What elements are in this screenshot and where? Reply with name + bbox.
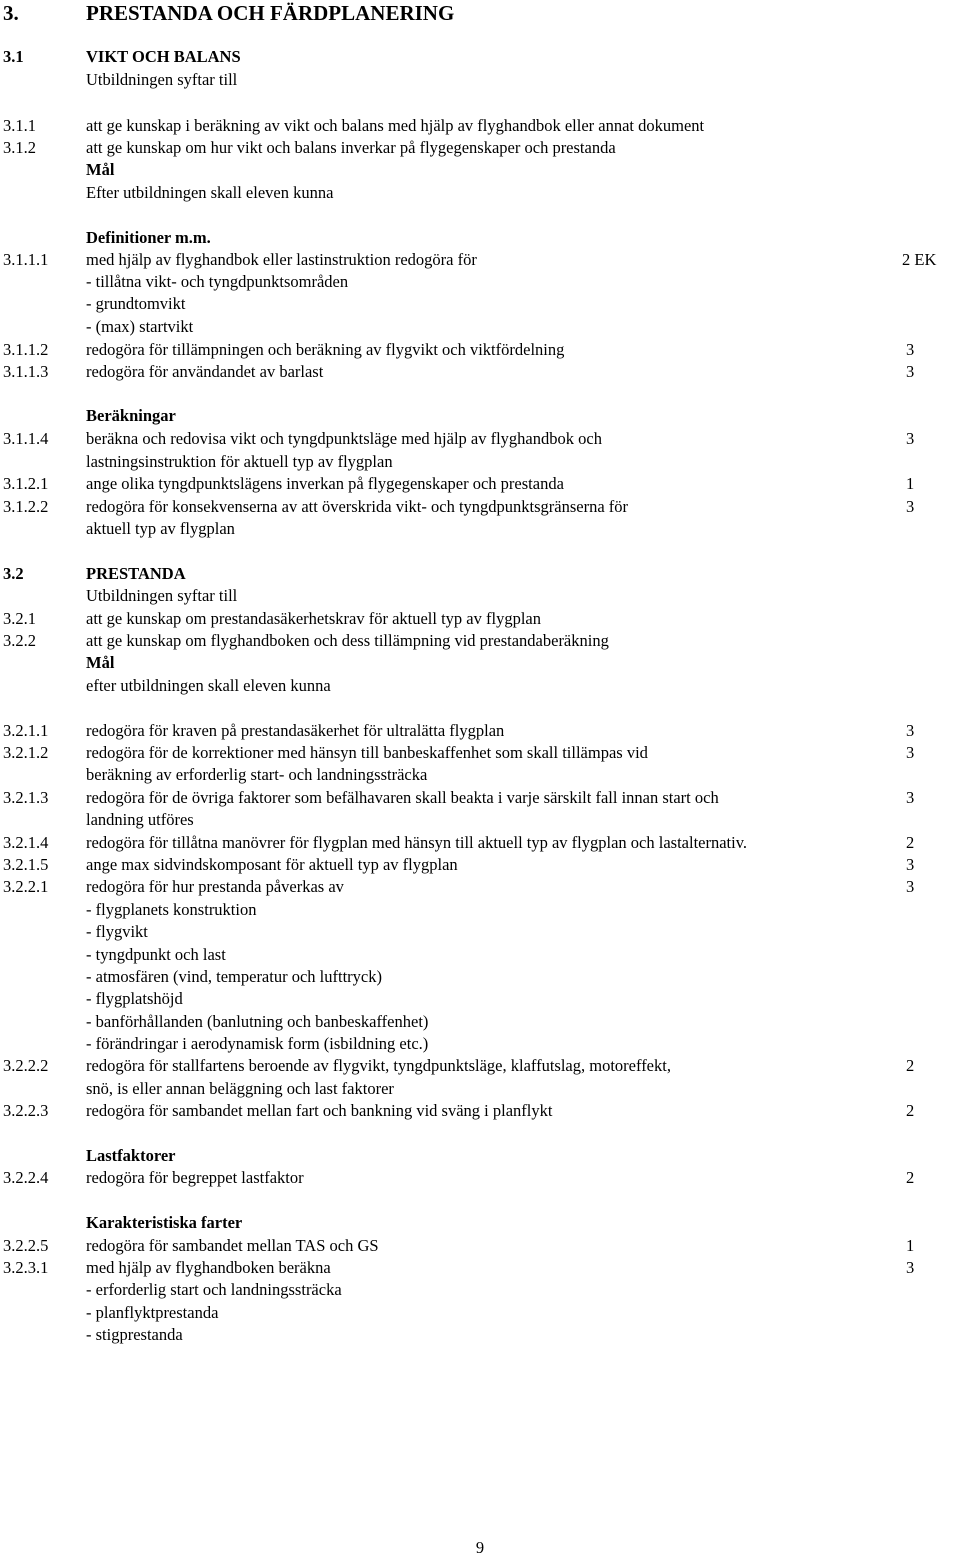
line-text: snö, is eller annan beläggning och last faktorer [86, 1079, 394, 1098]
section-number: 3.2.2.1 [3, 877, 49, 896]
level-value: 3 [906, 855, 915, 874]
text-line [0, 675, 960, 697]
text-line [0, 227, 960, 249]
line-text: efter utbildningen skall eleven kunna [86, 676, 331, 695]
line-text: - förändringar i aerodynamisk form (isbildning etc.) [86, 1034, 429, 1053]
text-line [0, 1279, 960, 1301]
text-line [0, 899, 960, 921]
objective-line [0, 1100, 960, 1122]
section-number: 3.1.2 [3, 138, 36, 157]
objective-line [0, 361, 960, 383]
line-text: Mål [86, 160, 115, 179]
text-line [0, 1302, 960, 1324]
line-text: Utbildningen syftar till [86, 70, 238, 89]
level-value: 3 [906, 788, 915, 807]
objective-line [0, 1235, 960, 1257]
line-text: redogöra för sambandet mellan TAS och GS [86, 1236, 379, 1255]
line-text: redogöra för konsekvenserna av att överskrida vikt- och tyngdpunktsgränserna för [86, 497, 629, 516]
section-number: 3.1.1.2 [3, 340, 49, 359]
level-value: 2 [906, 833, 915, 852]
section-number: 3.2.3.1 [3, 1258, 49, 1277]
chapter-title: PRESTANDA OCH FÄRDPLANERING [86, 1, 455, 25]
section-number: 3.2.2.5 [3, 1236, 49, 1255]
line-text: beräkna och redovisa vikt och tyngdpunktsläge med hjälp av flyghandbok och [86, 429, 602, 448]
objective-line [0, 46, 960, 68]
line-text: redogöra för hur prestanda påverkas av [86, 877, 344, 896]
line-text: - atmosfären (vind, temperatur och lufttryck) [86, 967, 382, 986]
line-text: med hjälp av flyghandboken beräkna [86, 1258, 331, 1277]
line-text: aktuell typ av flygplan [86, 519, 235, 538]
text-line [0, 405, 960, 427]
line-text: - flygplanets konstruktion [86, 900, 257, 919]
text-line [0, 316, 960, 338]
line-text: - flygplatshöjd [86, 989, 183, 1008]
section-number: 3.1 [3, 47, 24, 66]
level-value: 3 [906, 362, 915, 381]
line-text: - planflyktprestanda [86, 1303, 219, 1322]
level-value: 3 [906, 877, 915, 896]
level-value: 3 [906, 340, 915, 359]
text-line [0, 921, 960, 943]
section-number: 3.2.2 [3, 631, 36, 650]
line-text: att ge kunskap om prestandasäkerhetskrav för aktuell typ av flygplan [86, 609, 541, 628]
level-value: 3 [906, 497, 915, 516]
level-value: 1 [906, 474, 915, 493]
objective-line [0, 854, 960, 876]
line-text: ange max sidvindskomposant för aktuell typ av flygplan [86, 855, 458, 874]
line-text: med hjälp av flyghandbok eller lastinstruktion redogöra för [86, 250, 477, 269]
section-number: 3.1.2.1 [3, 474, 49, 493]
text-line [0, 518, 960, 540]
text-line [0, 159, 960, 181]
text-line [0, 271, 960, 293]
line-text: Efter utbildningen skall eleven kunna [86, 183, 334, 202]
section-number: 3.1.1.1 [3, 250, 49, 269]
line-text: redogöra för tillåtna manövrer för flygplan med hänsyn till aktuell typ av flygplan och lastalternativ. [86, 833, 748, 852]
objective-line [0, 473, 960, 495]
objective-line [0, 1167, 960, 1189]
objective-line [0, 1055, 960, 1077]
section-number: 3.2.2.3 [3, 1101, 49, 1120]
chapter-number: 3. [3, 1, 19, 25]
objective-line [0, 137, 960, 159]
text-line [0, 585, 960, 607]
objective-line [0, 249, 960, 271]
section-number: 3.2.1.5 [3, 855, 49, 874]
objective-line [0, 876, 960, 898]
level-value: 1 [906, 1236, 915, 1255]
line-text: redogöra för de övriga faktorer som befälhavaren skall beakta i varje särskilt fall innan start och [86, 788, 719, 807]
line-text: redogöra för användandet av barlast [86, 362, 324, 381]
text-line [0, 182, 960, 204]
text-line [0, 1212, 960, 1234]
objective-line [0, 1257, 960, 1279]
level-value: 3 [906, 721, 915, 740]
text-line [0, 1145, 960, 1167]
line-text: PRESTANDA [86, 564, 186, 583]
line-text: - banförhållanden (banlutning och banbeskaffenhet) [86, 1012, 429, 1031]
line-text: Karakteristiska farter [86, 1213, 243, 1232]
line-text: - (max) startvikt [86, 317, 194, 336]
level-value: 3 [906, 1258, 915, 1277]
chapter-heading [0, 2, 960, 24]
objective-line [0, 630, 960, 652]
line-text: - flygvikt [86, 922, 148, 941]
line-text: - tillåtna vikt- och tyngdpunktsområden [86, 272, 349, 291]
objective-line [0, 339, 960, 361]
line-text: - tyngdpunkt och last [86, 945, 226, 964]
line-text: redogöra för tillämpningen och beräkning av flygvikt och viktfördelning [86, 340, 565, 359]
objective-line [0, 787, 960, 809]
objective-line [0, 608, 960, 630]
line-text: - grundtomvikt [86, 294, 186, 313]
section-number: 3.1.1.3 [3, 362, 49, 381]
text-line [0, 944, 960, 966]
text-line [0, 451, 960, 473]
objective-line [0, 832, 960, 854]
line-text: - stigprestanda [86, 1325, 183, 1344]
line-text: - erforderlig start och landningssträcka [86, 1280, 342, 1299]
line-text: lastningsinstruktion för aktuell typ av flygplan [86, 452, 393, 471]
line-text: Utbildningen syftar till [86, 586, 238, 605]
objective-line [0, 742, 960, 764]
text-line [0, 293, 960, 315]
line-text: VIKT OCH BALANS [86, 47, 241, 66]
level-value: 3 [906, 429, 915, 448]
line-text: Mål [86, 653, 115, 672]
text-line [0, 988, 960, 1010]
line-text: Definitioner m.m. [86, 228, 211, 247]
line-text: att ge kunskap i beräkning av vikt och balans med hjälp av flyghandbok eller annat dokument [86, 116, 705, 135]
level-value: 2 [906, 1056, 915, 1075]
text-line [0, 764, 960, 786]
objective-line [0, 428, 960, 450]
section-number: 3.2.2.2 [3, 1056, 49, 1075]
text-line [0, 966, 960, 988]
line-text: Beräkningar [86, 406, 176, 425]
section-number: 3.2.1.1 [3, 721, 49, 740]
text-line [0, 652, 960, 674]
section-number: 3.2.1.4 [3, 833, 49, 852]
section-number: 3.2.1.3 [3, 788, 49, 807]
objective-line [0, 115, 960, 137]
section-number: 3.1.1 [3, 116, 36, 135]
line-text: att ge kunskap om flyghandboken och dess tillämpning vid prestandaberäkning [86, 631, 609, 650]
line-text: redogöra för begreppet lastfaktor [86, 1168, 304, 1187]
line-text: redogöra för sambandet mellan fart och bankning vid sväng i planflykt [86, 1101, 553, 1120]
section-number: 3.1.1.4 [3, 429, 49, 448]
objective-line [0, 720, 960, 742]
level-value: 3 [906, 743, 915, 762]
text-line [0, 1078, 960, 1100]
text-line [0, 809, 960, 831]
level-value: 2 [906, 1168, 915, 1187]
text-line [0, 1033, 960, 1055]
line-text: Lastfaktorer [86, 1146, 176, 1165]
line-text: beräkning av erforderlig start- och landningssträcka [86, 765, 428, 784]
line-text: landning utföres [86, 810, 194, 829]
level-value: 2 [906, 1101, 915, 1120]
section-number: 3.2.1 [3, 609, 36, 628]
section-number: 3.2.1.2 [3, 743, 49, 762]
line-text: ange olika tyngdpunktslägens inverkan på flygegenskaper och prestanda [86, 474, 564, 493]
line-text: redogöra för kraven på prestandasäkerhet för ultralätta flygplan [86, 721, 505, 740]
section-number: 3.1.2.2 [3, 497, 49, 516]
text-line [0, 1324, 960, 1346]
line-text: att ge kunskap om hur vikt och balans inverkar på flygegenskaper och prestanda [86, 138, 616, 157]
line-text: redogöra för de korrektioner med hänsyn till banbeskaffenhet som skall tillämpas vid [86, 743, 648, 762]
section-number: 3.2.2.4 [3, 1168, 49, 1187]
section-number: 3.2 [3, 564, 24, 583]
objective-line [0, 496, 960, 518]
level-value: 2 EK [902, 250, 937, 269]
text-line [0, 1011, 960, 1033]
text-line [0, 69, 960, 91]
page-number: 9 [475, 1538, 485, 1557]
objective-line [0, 563, 960, 585]
line-text: redogöra för stallfartens beroende av flygvikt, tyngdpunktsläge, klaffutslag, motoreffekt, [86, 1056, 671, 1075]
